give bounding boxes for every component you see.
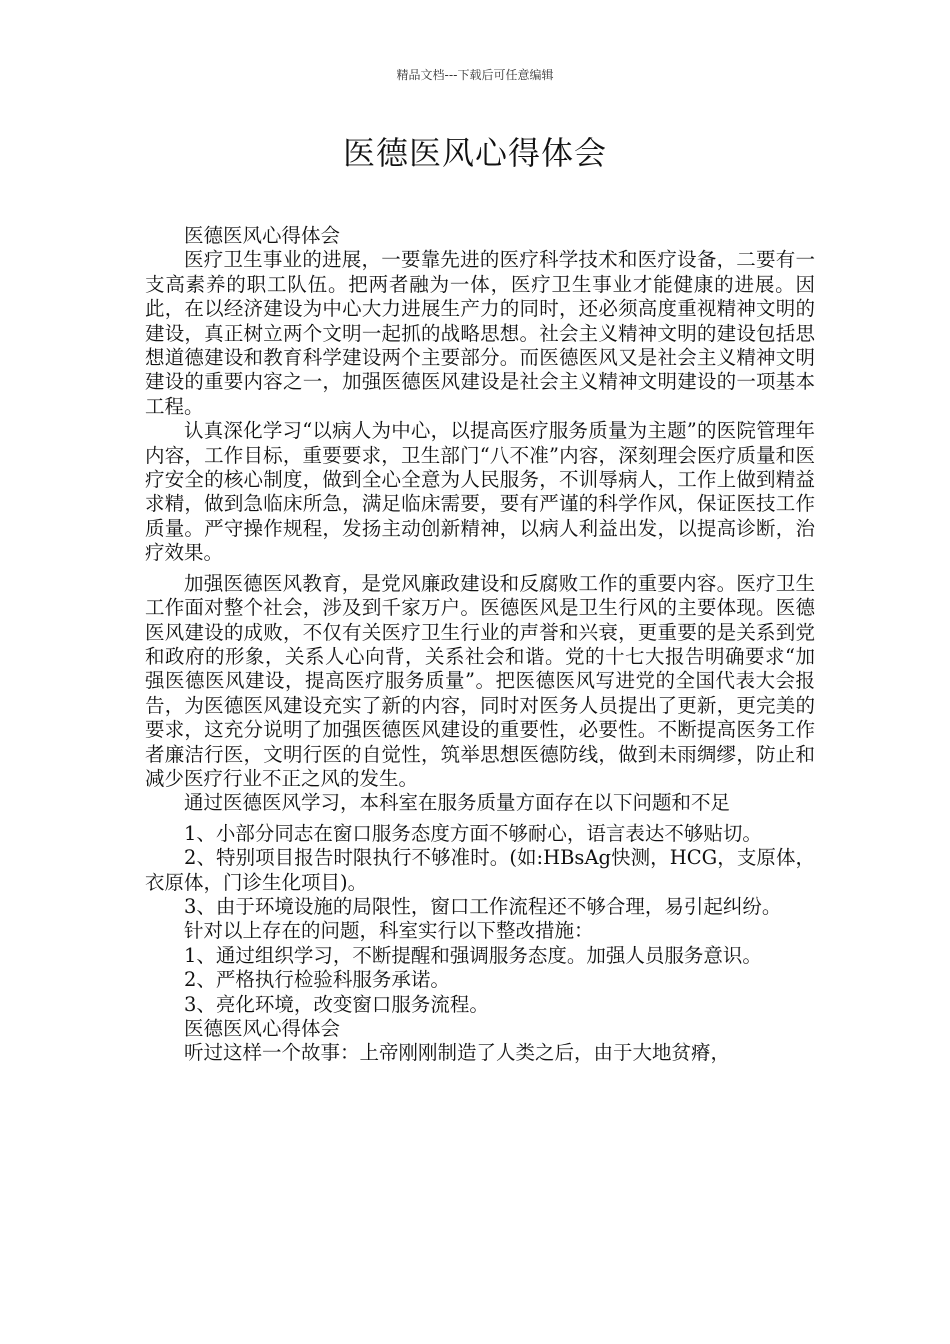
list-item: 1、小部分同志在窗口服务态度方面不够耐心，语言表达不够贴切。 (184, 821, 762, 845)
list-item: 3、亮化环境，改变窗口服务流程。 (184, 992, 489, 1016)
paragraph: 听过这样一个故事：上帝刚刚制造了人类之后，由于大地贫瘠， (184, 1041, 731, 1065)
list-item: 1、通过组织学习，不断提醒和强调服务态度。加强人员服务意识。 (184, 943, 762, 967)
paragraph: 针对以上存在的问题，科室实行以下整改措施： (184, 919, 594, 943)
list-item: 2、特别项目报告时限执行不够准时。(如:HBsAg快测，HCG，支原体，衣原体，门诊生化项目)。 (145, 846, 815, 894)
page-title: 医德医风心得体会 (342, 134, 607, 172)
paragraph: 通过医德医风学习，本科室在服务质量方面存在以下问题和不足 (184, 791, 731, 815)
header-watermark: 精品文档---下载后可任意编辑 (396, 68, 554, 82)
paragraph-subtitle: 医德医风心得体会 (184, 1017, 341, 1040)
paragraph: 医疗卫生事业的进展，一要靠先进的医疗科学技术和医疗设备，二要有一支高素养的职工队伍。把两者融为一体，医疗卫生事业才能健康的进展。因此，在以经济建设为中心大力进展生产力的同时，还必须高度重视精神文明的建设，真正树立两个文明一起抓的战略思想。社会主义精神文明的建设包括思想道德建设和教育科学建设两个主要部分。而医德医风又是社会主义精神文明建设的重要内容之一，加强医德医风建设是社会主义精神文明建设的一项基本工程。 (145, 248, 815, 418)
paragraph: 认真深化学习“以病人为中心，以提高医疗服务质量为主题”的医院管理年内容，工作目标，重要要求，卫生部门“八不准”内容，深刻理会医疗质量和医疗安全的核心制度，做到全心全意为人民服务，不训辱病人，工作上做到精益求精，做到急临床所急，满足临床需要，要有严谨的科学作风，保证医技工作质量。严守操作规程，发扬主动创新精神，以病人利益出发，以提高诊断，治疗效果。 (145, 419, 815, 565)
list-item: 3、由于环境设施的局限性，窗口工作流程还不够合理，易引起纠纷。 (184, 894, 782, 918)
list-item: 2、严格执行检验科服务承诺。 (184, 968, 450, 992)
paragraph: 加强医德医风教育，是党风廉政建设和反腐败工作的重要内容。医疗卫生工作面对整个社会，涉及到千家万户。医德医风是卫生行风的主要体现。医德医风建设的成败，不仅有关医疗卫生行业的声誉和兴衰，更重要的是关系到党和政府的形象，关系人心向背，关系社会和谐。党的十七大报告明确要求“加强医德医风建设，提高医疗服务质量”。把医德医风写进党的全国代表大会报告，为医德医风建设充实了新的内容，同时对医务人员提出了更新，更完美的要求，这充分说明了加强医德医风建设的重要性，必要性。不断提高医务工作者廉洁行医，文明行医的自觉性，筑举思想医德防线，做到未雨绸缪，防止和减少医疗行业不正之风的发生。 (145, 571, 815, 790)
paragraph-subtitle: 医德医风心得体会 (184, 224, 341, 247)
document-body (145, 224, 815, 1066)
